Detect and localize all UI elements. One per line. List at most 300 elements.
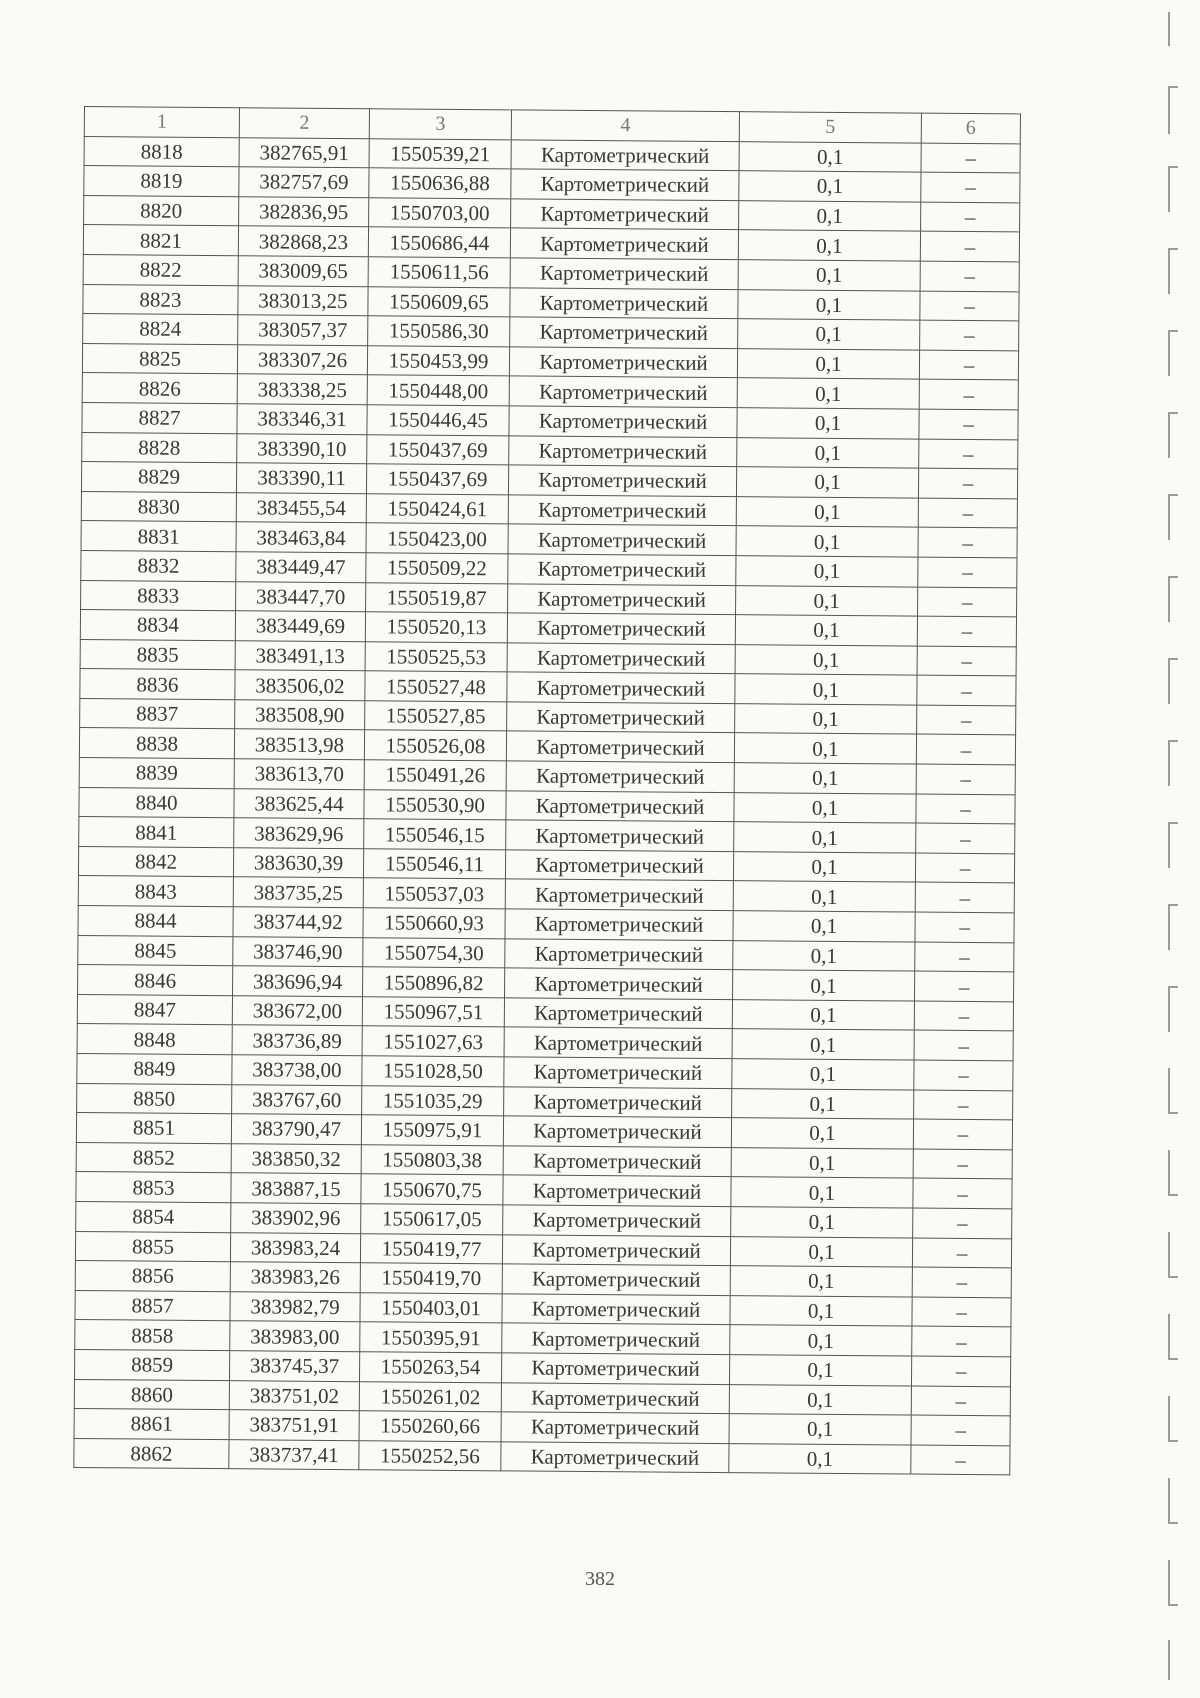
description-cell: – (916, 735, 1015, 765)
method-cell: Картометрический (506, 790, 734, 821)
description-cell: – (912, 1238, 1011, 1268)
description-cell: – (918, 587, 1017, 617)
accuracy-cell: 0,1 (737, 378, 919, 409)
accuracy-cell: 0,1 (732, 1029, 914, 1060)
method-cell: Картометрический (503, 1146, 731, 1177)
x-coordinate-cell: 383629,96 (234, 818, 364, 849)
method-cell: Картометрический (509, 435, 737, 466)
description-cell: – (920, 320, 1019, 350)
point-number-cell: 8823 (83, 284, 238, 315)
point-number-cell: 8849 (77, 1053, 232, 1084)
accuracy-cell: 0,1 (738, 289, 920, 320)
point-number-cell: 8856 (75, 1261, 230, 1292)
description-cell: – (913, 1119, 1012, 1149)
method-cell: Картометрический (508, 465, 736, 496)
point-number-cell: 8844 (78, 906, 233, 937)
accuracy-cell: 0,1 (734, 763, 916, 794)
accuracy-cell: 0,1 (730, 1295, 912, 1326)
point-number-cell: 8837 (80, 698, 235, 729)
y-coordinate-cell: 1550260,66 (359, 1411, 501, 1442)
description-cell: – (914, 971, 1013, 1001)
accuracy-cell: 0,1 (731, 1177, 913, 1208)
x-coordinate-cell: 382868,23 (238, 226, 368, 257)
method-cell: Картометрический (509, 376, 737, 407)
x-coordinate-cell: 383887,15 (231, 1173, 361, 1204)
accuracy-cell: 0,1 (739, 200, 921, 231)
y-coordinate-cell: 1550539,21 (369, 138, 511, 169)
accuracy-cell: 0,1 (730, 1325, 912, 1356)
y-coordinate-cell: 1550527,85 (365, 701, 507, 732)
accuracy-cell: 0,1 (737, 348, 919, 379)
edge-mark (1168, 658, 1178, 704)
point-number-cell: 8839 (79, 758, 234, 789)
y-coordinate-cell: 1551035,29 (362, 1085, 504, 1116)
description-cell: – (921, 143, 1020, 173)
accuracy-cell: 0,1 (736, 526, 918, 557)
y-coordinate-cell: 1550609,65 (368, 286, 510, 317)
x-coordinate-cell: 383745,37 (229, 1351, 359, 1382)
x-coordinate-cell: 383346,31 (237, 404, 367, 435)
method-cell: Картометрический (502, 1323, 730, 1354)
y-coordinate-cell: 1550491,26 (364, 760, 506, 791)
description-cell: – (916, 764, 1015, 794)
point-number-cell: 8828 (82, 432, 237, 463)
y-coordinate-cell: 1550437,69 (367, 434, 509, 465)
description-cell: – (914, 1090, 1013, 1120)
accuracy-cell: 0,1 (729, 1414, 911, 1445)
description-cell: – (914, 1030, 1013, 1060)
accuracy-cell: 0,1 (732, 1088, 914, 1119)
method-cell: Картометрический (510, 287, 738, 318)
y-coordinate-cell: 1550546,15 (364, 819, 506, 850)
y-coordinate-cell: 1551027,63 (362, 1026, 504, 1057)
method-cell: Картометрический (511, 139, 739, 170)
description-cell: – (916, 794, 1015, 824)
edge-mark (1168, 166, 1178, 212)
point-number-cell: 8851 (76, 1113, 231, 1144)
method-cell: Картометрический (511, 169, 739, 200)
method-cell: Картометрический (501, 1412, 729, 1443)
point-number-cell: 8834 (80, 610, 235, 641)
method-cell: Картометрический (508, 495, 736, 526)
method-cell: Картометрический (505, 879, 733, 910)
y-coordinate-cell: 1550611,56 (368, 257, 510, 288)
x-coordinate-cell: 383390,11 (236, 463, 366, 494)
accuracy-cell: 0,1 (739, 141, 921, 172)
y-coordinate-cell: 1550636,88 (369, 168, 511, 199)
column-header: 2 (239, 108, 369, 139)
accuracy-cell: 0,1 (733, 970, 915, 1001)
x-coordinate-cell: 383982,79 (230, 1291, 360, 1322)
x-coordinate-cell: 383013,25 (238, 285, 368, 316)
point-number-cell: 8838 (79, 728, 234, 759)
accuracy-cell: 0,1 (734, 822, 916, 853)
y-coordinate-cell: 1550530,90 (364, 789, 506, 820)
point-number-cell: 8822 (83, 254, 238, 285)
point-number-cell: 8847 (77, 994, 232, 1025)
edge-mark (1168, 1478, 1178, 1524)
description-cell: – (917, 616, 1016, 646)
method-cell: Картометрический (508, 524, 736, 555)
y-coordinate-cell: 1550803,38 (361, 1144, 503, 1175)
method-cell: Картометрический (504, 1027, 732, 1058)
accuracy-cell: 0,1 (736, 585, 918, 616)
description-cell: – (911, 1386, 1010, 1416)
y-coordinate-cell: 1550424,61 (366, 493, 508, 524)
description-cell: – (916, 823, 1015, 853)
edge-mark (1168, 904, 1178, 950)
x-coordinate-cell: 383491,13 (235, 640, 365, 671)
accuracy-cell: 0,1 (731, 1118, 913, 1149)
y-coordinate-cell: 1550975,91 (361, 1115, 503, 1146)
edge-mark (1168, 1150, 1178, 1196)
description-cell: – (920, 291, 1019, 321)
point-number-cell: 8852 (76, 1142, 231, 1173)
description-cell: – (912, 1297, 1011, 1327)
x-coordinate-cell: 383983,24 (230, 1232, 360, 1263)
edge-mark (1168, 1232, 1178, 1278)
description-cell: – (914, 1001, 1013, 1031)
accuracy-cell: 0,1 (736, 556, 918, 587)
method-cell: Картометрический (503, 1175, 731, 1206)
x-coordinate-cell: 383449,69 (235, 611, 365, 642)
method-cell: Картометрический (509, 406, 737, 437)
description-cell: – (917, 646, 1016, 676)
description-cell: – (911, 1356, 1010, 1386)
x-coordinate-cell: 383506,02 (235, 670, 365, 701)
point-number-cell: 8826 (82, 373, 237, 404)
accuracy-cell: 0,1 (733, 911, 915, 942)
y-coordinate-cell: 1550519,87 (366, 582, 508, 613)
edge-mark (1168, 412, 1178, 458)
accuracy-cell: 0,1 (732, 1059, 914, 1090)
method-cell: Картометрический (501, 1353, 729, 1384)
y-coordinate-cell: 1550419,70 (360, 1263, 502, 1294)
y-coordinate-cell: 1550448,00 (367, 375, 509, 406)
accuracy-cell: 0,1 (738, 230, 920, 261)
point-number-cell: 8850 (77, 1083, 232, 1114)
x-coordinate-cell: 383508,90 (235, 700, 365, 731)
y-coordinate-cell: 1550703,00 (369, 198, 511, 229)
point-number-cell: 8842 (78, 846, 233, 877)
page-number: 382 (585, 1568, 615, 1590)
method-cell: Картометрический (507, 613, 735, 644)
point-number-cell: 8860 (74, 1379, 229, 1410)
x-coordinate-cell: 383746,90 (233, 936, 363, 967)
x-coordinate-cell: 383390,10 (237, 433, 367, 464)
description-cell: – (915, 912, 1014, 942)
x-coordinate-cell: 383672,00 (232, 996, 362, 1027)
description-cell: – (913, 1208, 1012, 1238)
accuracy-cell: 0,1 (734, 733, 916, 764)
description-cell: – (915, 942, 1014, 972)
method-cell: Картометрический (505, 938, 733, 969)
x-coordinate-cell: 383625,44 (234, 788, 364, 819)
y-coordinate-cell: 1550525,53 (365, 641, 507, 672)
accuracy-cell: 0,1 (738, 260, 920, 291)
y-coordinate-cell: 1550395,91 (360, 1322, 502, 1353)
point-number-cell: 8841 (79, 817, 234, 848)
edge-mark (1168, 576, 1178, 622)
x-coordinate-cell: 383983,26 (230, 1262, 360, 1293)
method-cell: Картометрический (508, 583, 736, 614)
y-coordinate-cell: 1550527,48 (365, 671, 507, 702)
point-number-cell: 8825 (82, 343, 237, 374)
y-coordinate-cell: 1550896,82 (363, 967, 505, 998)
y-coordinate-cell: 1550526,08 (364, 730, 506, 761)
y-coordinate-cell: 1550437,69 (366, 464, 508, 495)
column-header: 3 (369, 109, 511, 140)
y-coordinate-cell: 1550509,22 (366, 553, 508, 584)
method-cell: Картометрический (506, 731, 734, 762)
method-cell: Картометрический (510, 258, 738, 289)
point-number-cell: 8820 (84, 195, 239, 226)
accuracy-cell: 0,1 (733, 881, 915, 912)
point-number-cell: 8862 (74, 1438, 229, 1469)
point-number-cell: 8836 (80, 669, 235, 700)
description-cell: – (911, 1445, 1010, 1475)
description-cell: – (918, 527, 1017, 557)
x-coordinate-cell: 383057,37 (238, 315, 368, 346)
method-cell: Картометрический (502, 1234, 730, 1265)
method-cell: Картометрический (504, 1057, 732, 1088)
point-number-cell: 8859 (75, 1349, 230, 1380)
description-cell: – (920, 261, 1019, 291)
method-cell: Картометрический (503, 1205, 731, 1236)
y-coordinate-cell: 1550670,75 (361, 1174, 503, 1205)
edge-mark (1168, 248, 1178, 294)
description-cell: – (915, 882, 1014, 912)
point-number-cell: 8843 (78, 876, 233, 907)
description-cell: – (913, 1178, 1012, 1208)
point-number-cell: 8833 (81, 580, 236, 611)
method-cell: Картометрический (509, 347, 737, 378)
accuracy-cell: 0,1 (739, 171, 921, 202)
description-cell: – (918, 557, 1017, 587)
point-number-cell: 8831 (81, 521, 236, 552)
description-cell: – (921, 172, 1020, 202)
accuracy-cell: 0,1 (733, 851, 915, 882)
method-cell: Картометрический (502, 1294, 730, 1325)
method-cell: Картометрический (501, 1442, 729, 1473)
method-cell: Картометрический (507, 643, 735, 674)
y-coordinate-cell: 1550586,30 (368, 316, 510, 347)
edge-mark (1168, 1640, 1170, 1680)
method-cell: Картометрический (504, 998, 732, 1029)
description-cell: – (917, 705, 1016, 735)
table-body (74, 136, 1020, 1475)
x-coordinate-cell: 383447,70 (236, 581, 366, 612)
description-cell: – (917, 675, 1016, 705)
point-number-cell: 8846 (78, 965, 233, 996)
edge-mark (1168, 494, 1178, 540)
edge-mark (1168, 1068, 1178, 1114)
x-coordinate-cell: 383696,94 (233, 966, 363, 997)
x-coordinate-cell: 383850,32 (231, 1143, 361, 1174)
method-cell: Картометрический (506, 820, 734, 851)
accuracy-cell: 0,1 (736, 467, 918, 498)
method-cell: Картометрический (505, 909, 733, 940)
column-header: 1 (84, 107, 239, 138)
x-coordinate-cell: 383737,41 (229, 1439, 359, 1470)
edge-mark (1168, 12, 1170, 46)
edge-mark (1168, 740, 1178, 786)
accuracy-cell: 0,1 (733, 940, 915, 971)
accuracy-cell: 0,1 (731, 1207, 913, 1238)
y-coordinate-cell: 1550446,45 (367, 405, 509, 436)
x-coordinate-cell: 383744,92 (233, 907, 363, 938)
x-coordinate-cell: 383751,91 (229, 1410, 359, 1441)
x-coordinate-cell: 382757,69 (239, 167, 369, 198)
edge-mark (1168, 330, 1178, 376)
description-cell: – (918, 498, 1017, 528)
x-coordinate-cell: 382836,95 (239, 196, 369, 227)
method-cell: Картометрический (508, 554, 736, 585)
description-cell: – (912, 1267, 1011, 1297)
method-cell: Картометрический (501, 1382, 729, 1413)
accuracy-cell: 0,1 (735, 674, 917, 705)
point-number-cell: 8824 (83, 314, 238, 345)
description-cell: – (919, 439, 1018, 469)
point-number-cell: 8830 (81, 491, 236, 522)
x-coordinate-cell: 383736,89 (232, 1025, 362, 1056)
x-coordinate-cell: 383735,25 (233, 877, 363, 908)
accuracy-cell: 0,1 (736, 496, 918, 527)
accuracy-cell: 0,1 (735, 704, 917, 735)
y-coordinate-cell: 1550252,56 (359, 1440, 501, 1471)
point-number-cell: 8832 (81, 550, 236, 581)
x-coordinate-cell: 383455,54 (236, 492, 366, 523)
method-cell: Картометрический (511, 199, 739, 230)
accuracy-cell: 0,1 (729, 1443, 911, 1474)
method-cell: Картометрический (506, 761, 734, 792)
method-cell: Картометрический (505, 850, 733, 881)
x-coordinate-cell: 382765,91 (239, 137, 369, 168)
accuracy-cell: 0,1 (729, 1355, 911, 1386)
accuracy-cell: 0,1 (735, 615, 917, 646)
accuracy-cell: 0,1 (732, 999, 914, 1030)
x-coordinate-cell: 383630,39 (233, 848, 363, 879)
edge-mark (1168, 86, 1178, 134)
point-number-cell: 8853 (76, 1172, 231, 1203)
method-cell: Картометрический (510, 228, 738, 259)
y-coordinate-cell: 1550617,05 (361, 1204, 503, 1235)
method-cell: Картометрический (503, 1116, 731, 1147)
y-coordinate-cell: 1550261,02 (359, 1381, 501, 1412)
x-coordinate-cell: 383751,02 (229, 1380, 359, 1411)
point-number-cell: 8827 (82, 402, 237, 433)
y-coordinate-cell: 1550660,93 (363, 908, 505, 939)
coordinates-table (73, 106, 1021, 1476)
x-coordinate-cell: 383009,65 (238, 256, 368, 287)
y-coordinate-cell: 1551028,50 (362, 1056, 504, 1087)
point-number-cell: 8848 (77, 1024, 232, 1055)
edge-mark (1168, 1314, 1178, 1360)
x-coordinate-cell: 383307,26 (237, 344, 367, 375)
description-cell: – (911, 1415, 1010, 1445)
point-number-cell: 8854 (76, 1201, 231, 1232)
description-cell: – (915, 853, 1014, 883)
description-cell: – (919, 379, 1018, 409)
method-cell: Картометрический (510, 317, 738, 348)
x-coordinate-cell: 383902,96 (231, 1203, 361, 1234)
column-header: 4 (511, 110, 739, 141)
point-number-cell: 8818 (84, 136, 239, 167)
point-number-cell: 8840 (79, 787, 234, 818)
point-number-cell: 8858 (75, 1320, 230, 1351)
column-header: 6 (921, 113, 1020, 143)
edge-mark (1168, 1396, 1178, 1442)
accuracy-cell: 0,1 (730, 1266, 912, 1297)
description-cell: – (919, 409, 1018, 439)
accuracy-cell: 0,1 (737, 437, 919, 468)
y-coordinate-cell: 1550453,99 (367, 345, 509, 376)
point-number-cell: 8857 (75, 1290, 230, 1321)
method-cell: Картометрический (504, 1086, 732, 1117)
point-number-cell: 8835 (80, 639, 235, 670)
edge-mark (1168, 822, 1178, 868)
x-coordinate-cell: 383738,00 (232, 1055, 362, 1086)
description-cell: – (919, 350, 1018, 380)
x-coordinate-cell: 383767,60 (232, 1084, 362, 1115)
accuracy-cell: 0,1 (738, 319, 920, 350)
accuracy-cell: 0,1 (729, 1384, 911, 1415)
y-coordinate-cell: 1550520,13 (365, 612, 507, 643)
description-cell: – (918, 468, 1017, 498)
column-header: 5 (739, 112, 921, 143)
point-number-cell: 8845 (78, 935, 233, 966)
table-row (74, 1438, 1010, 1475)
description-cell: – (914, 1060, 1013, 1090)
method-cell: Картометрический (502, 1264, 730, 1295)
description-cell: – (913, 1149, 1012, 1179)
x-coordinate-cell: 383613,70 (234, 759, 364, 790)
x-coordinate-cell: 383449,47 (236, 552, 366, 583)
method-cell: Картометрический (507, 702, 735, 733)
point-number-cell: 8819 (84, 166, 239, 197)
y-coordinate-cell: 1550754,30 (363, 937, 505, 968)
accuracy-cell: 0,1 (730, 1236, 912, 1267)
y-coordinate-cell: 1550967,51 (362, 997, 504, 1028)
y-coordinate-cell: 1550423,00 (366, 523, 508, 554)
y-coordinate-cell: 1550419,77 (360, 1233, 502, 1264)
description-cell: – (921, 202, 1020, 232)
x-coordinate-cell: 383338,25 (237, 374, 367, 405)
description-cell: – (920, 231, 1019, 261)
y-coordinate-cell: 1550546,11 (363, 849, 505, 880)
point-number-cell: 8861 (74, 1409, 229, 1440)
accuracy-cell: 0,1 (734, 792, 916, 823)
y-coordinate-cell: 1550263,54 (359, 1352, 501, 1383)
method-cell: Картометрический (505, 968, 733, 999)
accuracy-cell: 0,1 (735, 644, 917, 675)
y-coordinate-cell: 1550686,44 (368, 227, 510, 258)
y-coordinate-cell: 1550403,01 (360, 1292, 502, 1323)
edge-mark (1168, 986, 1178, 1032)
accuracy-cell: 0,1 (737, 408, 919, 439)
description-cell: – (912, 1326, 1011, 1356)
x-coordinate-cell: 383790,47 (231, 1114, 361, 1145)
x-coordinate-cell: 383983,00 (230, 1321, 360, 1352)
y-coordinate-cell: 1550537,03 (363, 878, 505, 909)
point-number-cell: 8855 (75, 1231, 230, 1262)
point-number-cell: 8821 (83, 225, 238, 256)
x-coordinate-cell: 383463,84 (236, 522, 366, 553)
point-number-cell: 8829 (81, 462, 236, 493)
accuracy-cell: 0,1 (731, 1147, 913, 1178)
x-coordinate-cell: 383513,98 (234, 729, 364, 760)
method-cell: Картометрический (507, 672, 735, 703)
